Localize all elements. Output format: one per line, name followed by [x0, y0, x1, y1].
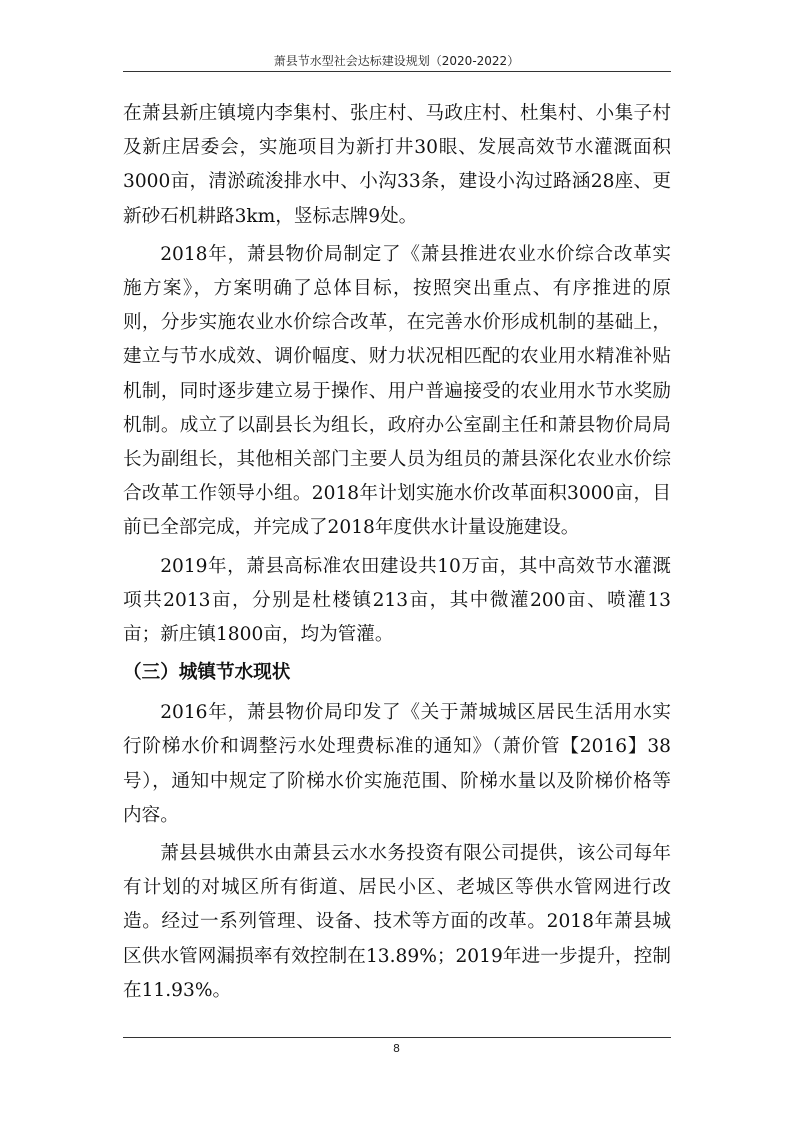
document-body: [123, 97, 671, 1008]
paragraph-2016-tiered-pricing: 2016年，萧县物价局印发了《关于萧城城区居民生活用水实行阶梯水价和调整污水处理费标准的通知》（萧价管【2016】38号），通知中规定了阶梯水价实施范围、阶梯水量以及阶梯价格等内容。: [123, 702, 671, 826]
paragraph-2019-farmland: 2019年，萧县高标准农田建设共10万亩，其中高效节水灌溉项共2013亩，分别是杜楼镇213亩，其中微灌200亩、喷灌13亩；新庄镇1800亩，均为管灌。: [123, 555, 671, 646]
footer-divider: [123, 1037, 671, 1038]
header-divider: [123, 71, 671, 72]
paragraph-urban-water-supply: 萧县县城供水由萧县云水水务投资有限公司提供，该公司每年有计划的对城区所有街道、居民小区、老城区等供水管网进行改造。经过一系列管理、设备、技术等方面的改革。2018年萧县城区供水管网漏损率有效控制在13.89%；2019年进一步提升，控制在11.93%。: [123, 843, 671, 1001]
paragraph-2018-water-price-reform: 2018年，萧县物价局制定了《萧县推进农业水价综合改革实施方案》，方案明确了总体目标，按照突出重点、有序推进的原则，分步实施农业水价综合改革，在完善水价形成机制的基础上，建立与节水成效、调价幅度、财力状况相匹配的农业用水精准补贴机制，同时逐步建立易于操作、用户普遍接受的农业用水节水奖励机制。成立了以副县长为组长，政府办公室副主任和萧县物价局局长为副组长，其他相关部门主要人员为组员的萧县深化农业水价综合改革工作领导小组。2018年计划实施水价改革面积3000亩，目前已全部完成，并完成了2018年度供水计量设施建设。: [123, 243, 671, 539]
page-number: 8: [393, 1042, 400, 1055]
section-heading-urban-water-saving: （三）城镇节水现状: [123, 662, 291, 684]
page-header: 萧县节水型社会达标建设规划（2020-2022）: [273, 54, 520, 68]
paragraph-project-details: 在萧县新庄镇境内李集村、张庄村、马政庄村、杜集村、小集子村及新庄居委会，实施项目为新打井30眼、发展高效节水灌溉面积3000亩，清淤疏浚排水中、小沟33条，建设小沟过路涵28座、更新砂石机耕路3km，竖标志牌9处。: [123, 103, 671, 227]
